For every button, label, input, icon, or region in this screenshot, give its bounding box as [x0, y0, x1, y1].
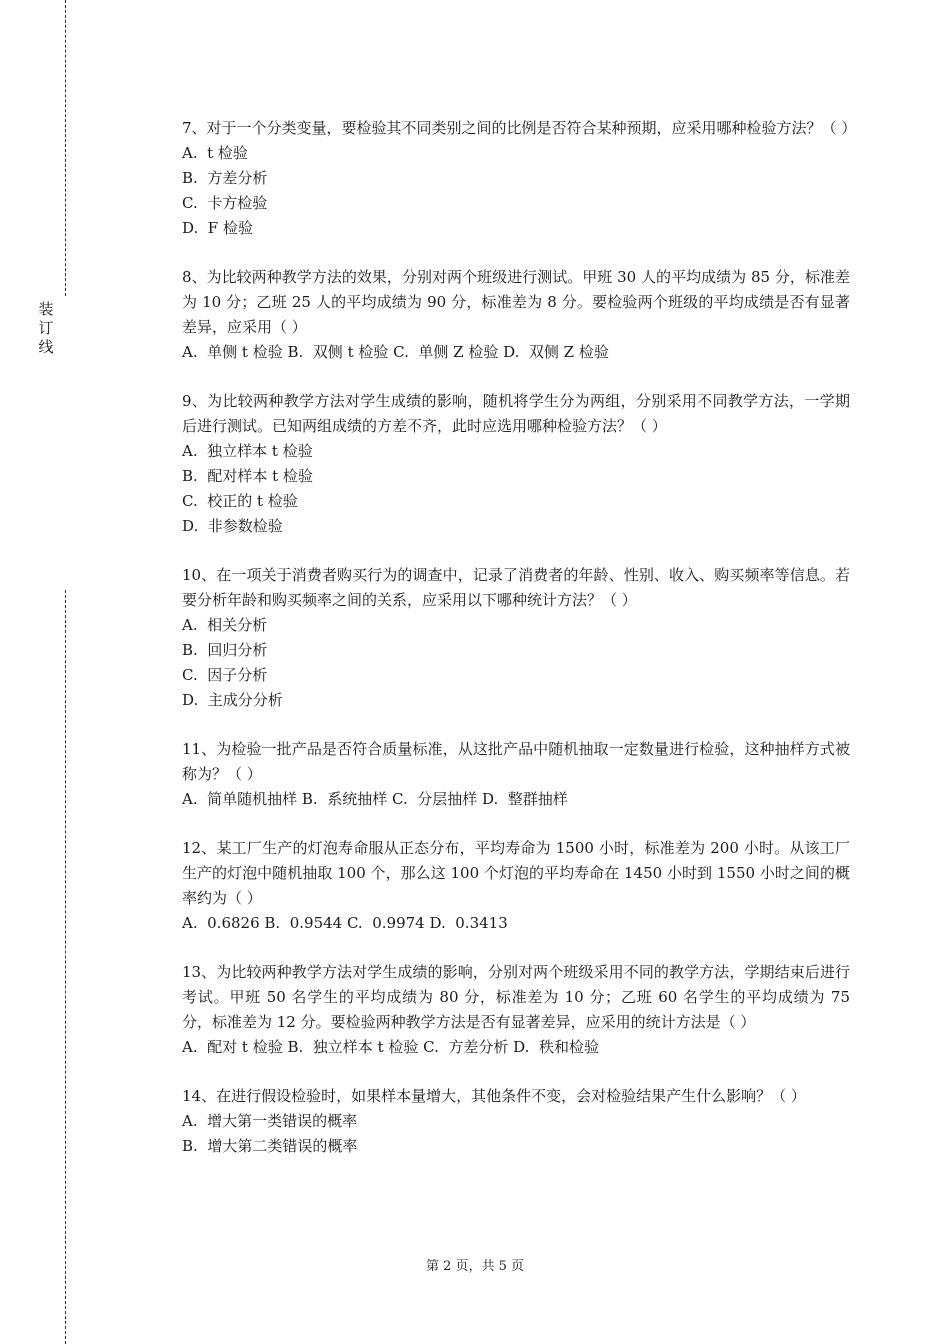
question-7 [182, 116, 857, 241]
option-a: A. 独立样本 t 检验 [182, 442, 313, 460]
option-d: D. 主成分分析 [182, 691, 283, 709]
question-stem: 8、为比较两种教学方法的效果，分别对两个班级进行测试。甲班 30 人的平均成绩为 85 分，标准差为 10 分；乙班 25 人的平均成绩为 90 分，标准差为 8 分。要检验两个班级的平均成绩是否有显著差异，应采用（ ） [182, 268, 850, 336]
exam-content [182, 116, 857, 1183]
question-stem: 10、在一项关于消费者购买行为的调查中，记录了消费者的年龄、性别、收入、购买频率等信息。若要分析年龄和购买频率之间的关系，应采用以下哪种统计方法？（ ） [182, 566, 850, 609]
question-13 [182, 960, 850, 1060]
question-stem: 14、在进行假设检验时，如果样本量增大，其他条件不变，会对检验结果产生什么影响？（ ） [182, 1087, 806, 1105]
option-a: A. 相关分析 [182, 616, 268, 634]
options-line: A. 0.6826 B. 0.9544 C. 0.9974 D. 0.3413 [182, 914, 508, 932]
question-stem: 13、为比较两种教学方法对学生成绩的影响，分别对两个班级采用不同的教学方法，学期结束后进行考试。甲班 50 名学生的平均成绩为 80 分，标准差为 10 分；乙班 60 名学生的平均成绩为 75 分，标准差为 12 分。要检验两种教学方法是否有显著差异，应采用的统计方法是（ ） [182, 963, 850, 1031]
option-b: B. 配对样本 t 检验 [182, 467, 313, 485]
question-8 [182, 265, 850, 365]
question-stem: 12、某工厂生产的灯泡寿命服从正态分布，平均寿命为 1500 小时，标准差为 200 小时。从该工厂生产的灯泡中随机抽取 100 个，那么这 100 个灯泡的平均寿命在 1450 小时到 1550 小时之间的概率约为（ ） [182, 839, 850, 907]
question-14 [182, 1084, 850, 1159]
question-9 [182, 389, 850, 539]
option-b: B. 方差分析 [182, 169, 268, 187]
binding-char: 线 [38, 338, 54, 356]
option-b: B. 回归分析 [182, 641, 268, 659]
question-12 [182, 836, 850, 936]
question-stem: 11、为检验一批产品是否符合质量标准，从这批产品中随机抽取一定数量进行检验，这种抽样方式被称为？（ ） [182, 740, 850, 783]
question-11 [182, 737, 850, 812]
page-number: 第 2 页，共 5 页 [425, 1259, 525, 1274]
option-d: D. F 检验 [182, 219, 253, 237]
question-stem: 7、对于一个分类变量，要检验其不同类别之间的比例是否符合某种预期，应采用哪种检验方法？（ ） [182, 119, 857, 137]
binding-char: 订 [38, 319, 54, 337]
option-a: A. 增大第一类错误的概率 [182, 1112, 358, 1130]
option-c: C. 校正的 t 检验 [182, 492, 298, 510]
binding-char: 装 [38, 300, 54, 318]
option-c: C. 因子分析 [182, 666, 268, 684]
binding-line-bottom [65, 590, 66, 1344]
option-d: D. 非参数检验 [182, 517, 283, 535]
options-line: A. 简单随机抽样 B. 系统抽样 C. 分层抽样 D. 整群抽样 [182, 790, 568, 808]
binding-line-top [65, 0, 66, 296]
option-a: A. t 检验 [182, 144, 248, 162]
question-10 [182, 563, 850, 713]
option-b: B. 增大第二类错误的概率 [182, 1137, 358, 1155]
options-line: A. 单侧 t 检验 B. 双侧 t 检验 C. 单侧 Z 检验 D. 双侧 Z 检验 [182, 343, 609, 361]
binding-label [36, 300, 56, 357]
options-line: A. 配对 t 检验 B. 独立样本 t 检验 C. 方差分析 D. 秩和检验 [182, 1038, 599, 1056]
question-stem: 9、为比较两种教学方法对学生成绩的影响，随机将学生分为两组，分别采用不同教学方法，一学期后进行测试。已知两组成绩的方差不齐，此时应选用哪种检验方法？（ ） [182, 392, 850, 435]
option-c: C. 卡方检验 [182, 194, 268, 212]
